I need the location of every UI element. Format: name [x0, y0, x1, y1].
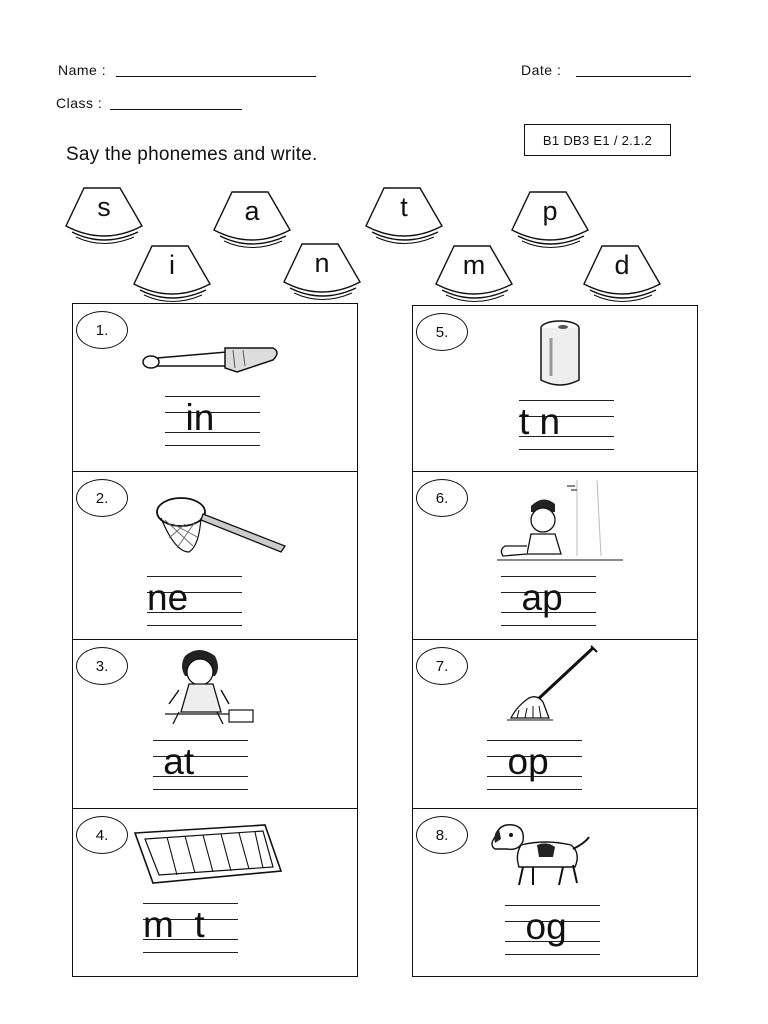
phoneme-slice-d — [580, 240, 664, 304]
mop-icon — [503, 644, 599, 724]
phoneme-letter: t — [400, 192, 408, 222]
word-fragment: m t — [143, 904, 205, 945]
writing-lines[interactable] — [147, 576, 242, 626]
instruction: Say the phonemes and write. — [66, 144, 318, 165]
item-number: 3. — [76, 647, 128, 685]
item-number: 4. — [76, 816, 128, 854]
writing-lines[interactable] — [519, 400, 614, 450]
word-fragment: op — [487, 741, 549, 782]
item-box-3 — [72, 639, 358, 809]
name-line[interactable] — [116, 76, 316, 77]
class-line[interactable] — [110, 109, 242, 110]
phoneme-letter: m — [462, 250, 486, 280]
boy-napping-icon — [497, 480, 623, 566]
word-fragment: ap — [501, 577, 563, 618]
item-number: 6. — [416, 479, 468, 517]
mat-icon — [131, 821, 283, 889]
item-box-1 — [72, 303, 358, 472]
writing-lines[interactable] — [487, 740, 582, 790]
date-label: Date : — [521, 62, 562, 78]
safety-pin-icon — [141, 340, 283, 376]
writing-lines[interactable] — [501, 576, 596, 626]
item-number: 2. — [76, 479, 128, 517]
fishing-net-icon — [155, 494, 289, 556]
phoneme-slice-s — [62, 182, 146, 246]
curriculum-code: B1 DB3 E1 / 2.1.2 — [524, 124, 671, 156]
phoneme-slice-i — [130, 240, 214, 304]
item-number: 7. — [416, 647, 468, 685]
item-box-5 — [412, 305, 698, 472]
writing-lines[interactable] — [165, 396, 260, 446]
item-box-6 — [412, 471, 698, 640]
writing-lines[interactable] — [153, 740, 248, 790]
phoneme-letter: p — [542, 196, 558, 226]
phoneme-slice-n — [280, 238, 364, 302]
phoneme-slice-t — [362, 182, 446, 246]
item-box-4 — [72, 808, 358, 977]
name-label: Name : — [58, 62, 107, 78]
item-number: 1. — [76, 311, 128, 349]
phoneme-letter: a — [244, 196, 260, 226]
phoneme-letter: s — [97, 192, 111, 222]
item-box-2 — [72, 471, 358, 640]
word-fragment: at — [153, 741, 195, 782]
girl-sitting-icon — [159, 646, 259, 728]
item-number: 8. — [416, 816, 468, 854]
word-fragment: ne — [147, 577, 189, 618]
word-fragment: og — [505, 906, 567, 947]
item-number: 5. — [416, 313, 468, 351]
item-box-8 — [412, 808, 698, 977]
word-fragment: t n — [519, 401, 561, 442]
item-box-7 — [412, 639, 698, 809]
writing-lines[interactable] — [143, 903, 238, 953]
date-line[interactable] — [576, 76, 691, 77]
phoneme-letter: n — [314, 248, 330, 278]
phoneme-slice-m — [432, 240, 516, 304]
writing-lines[interactable] — [505, 905, 600, 955]
class-label: Class : — [56, 95, 103, 111]
dog-icon — [485, 819, 597, 891]
tin-can-icon — [537, 318, 583, 390]
phoneme-letter: d — [614, 250, 630, 280]
phoneme-letter: i — [169, 250, 175, 280]
word-fragment: in — [165, 397, 215, 438]
